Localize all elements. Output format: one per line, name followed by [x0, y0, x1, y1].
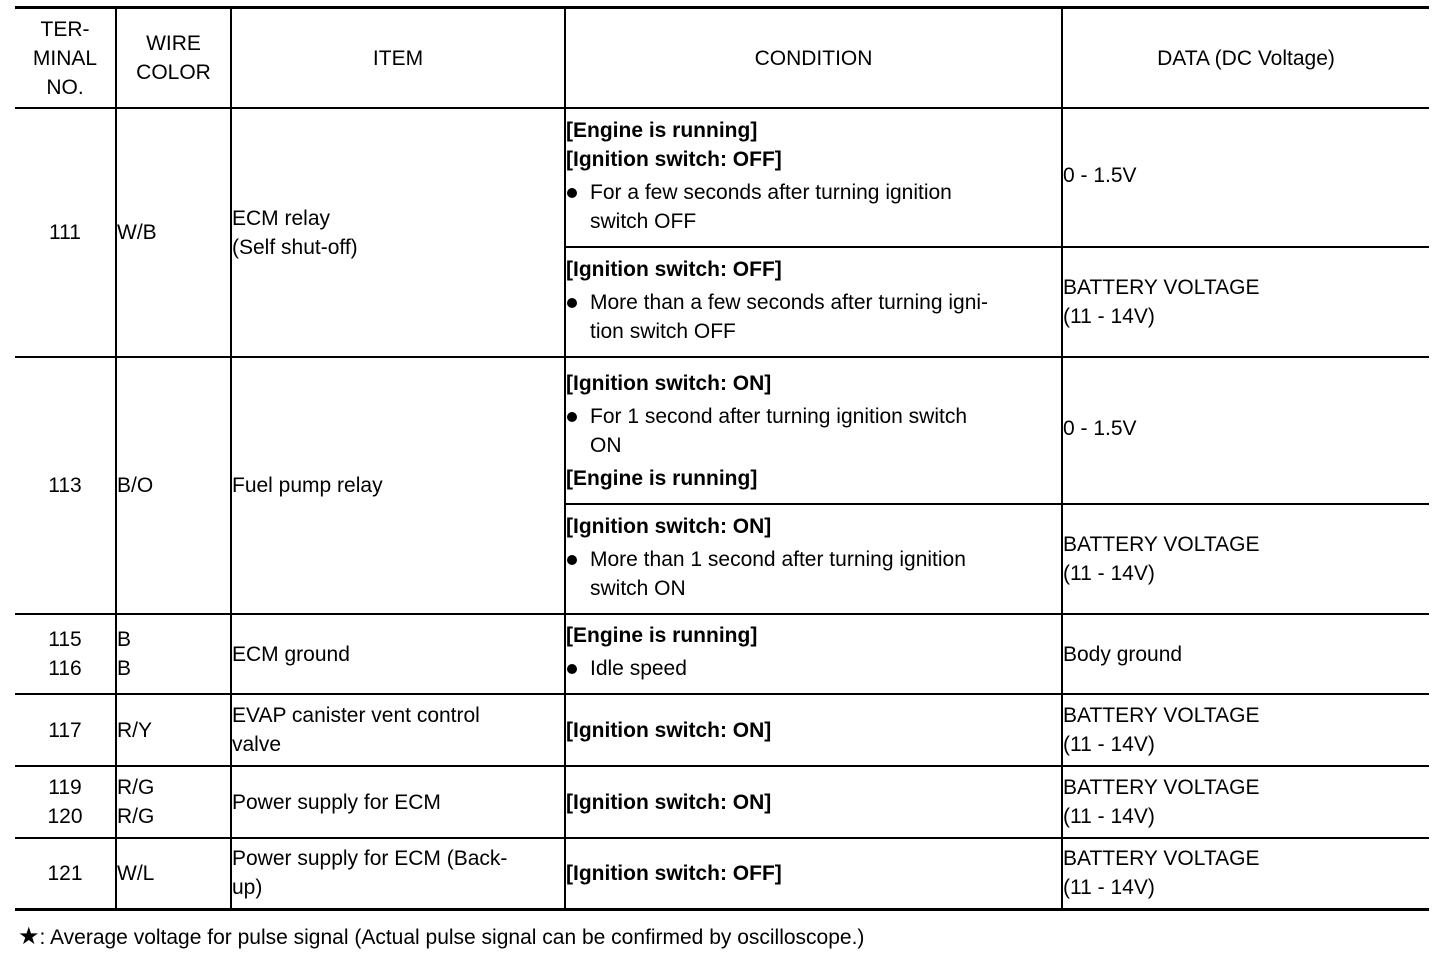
data-cell: 0 - 1.5V	[1062, 108, 1429, 247]
condition-heading: [Ignition switch: ON]	[566, 718, 772, 742]
condition-heading: [Ignition switch: OFF]	[566, 861, 782, 885]
bullet-dot-icon	[567, 298, 577, 308]
condition-cell	[565, 614, 1062, 694]
terminal-number: 113	[15, 357, 116, 614]
condition-cell	[565, 504, 1062, 614]
wire-color: R/Y	[116, 694, 231, 766]
item-cell: EVAP canister vent control valve	[231, 694, 565, 766]
condition-bullet: More than a few seconds after turning igni- tion switch OFF	[566, 288, 1061, 346]
wire-color: B/O	[116, 357, 231, 614]
table-row	[15, 614, 1429, 694]
terminal-number: 117	[15, 694, 116, 766]
header-row	[15, 8, 1429, 109]
item-cell: ECM ground	[231, 614, 565, 694]
data-cell: BATTERY VOLTAGE (11 - 14V)	[1062, 838, 1429, 909]
header-wire-color: WIRE COLOR	[116, 8, 231, 109]
condition-heading: [Ignition switch: ON]	[566, 371, 772, 395]
data-cell: Body ground	[1062, 614, 1429, 694]
wire-color: W/B	[116, 108, 231, 357]
bullet-dot-icon	[567, 555, 577, 565]
item-cell: ECM relay (Self shut-off)	[231, 108, 565, 357]
item-cell: Power supply for ECM (Back- up)	[231, 838, 565, 909]
data-cell: BATTERY VOLTAGE (11 - 14V)	[1062, 504, 1429, 614]
data-cell: BATTERY VOLTAGE (11 - 14V)	[1062, 694, 1429, 766]
header-terminal-no: TER- MINAL NO.	[15, 8, 116, 109]
condition-heading: [Engine is running]	[566, 118, 758, 142]
condition-bullet: More than 1 second after turning ignition switch ON	[566, 545, 1061, 603]
bullet-dot-icon	[567, 664, 577, 674]
data-cell: BATTERY VOLTAGE (11 - 14V)	[1062, 766, 1429, 838]
condition-cell	[565, 838, 1062, 909]
wire-color: R/G R/G	[116, 766, 231, 838]
condition-heading: [Ignition switch: ON]	[566, 790, 772, 814]
condition-cell	[565, 766, 1062, 838]
ecm-terminal-spec-table	[15, 6, 1429, 911]
table-row	[15, 838, 1429, 909]
table-row	[15, 108, 1429, 247]
terminal-number: 111	[15, 108, 116, 357]
bullet-dot-icon	[567, 412, 577, 422]
condition-bullet: For a few seconds after turning ignition switch OFF	[566, 178, 1061, 236]
condition-heading: [Ignition switch: OFF]	[566, 257, 782, 281]
condition-heading: [Engine is running]	[566, 624, 758, 647]
footnote-text: : Average voltage for pulse signal (Actual pulse signal can be confirmed by oscilloscope.)	[39, 926, 865, 949]
table-row	[15, 766, 1429, 838]
terminal-number: 119 120	[15, 766, 116, 838]
wire-color: W/L	[116, 838, 231, 909]
terminal-number: 121	[15, 838, 116, 909]
condition-bullet: For 1 second after turning ignition switch ON	[566, 402, 1061, 460]
condition-heading: [Ignition switch: ON]	[566, 514, 772, 538]
item-cell: Fuel pump relay	[231, 357, 565, 614]
condition-heading: [Ignition switch: OFF]	[566, 147, 782, 171]
condition-cell	[565, 357, 1062, 504]
data-cell: 0 - 1.5V	[1062, 357, 1429, 504]
wire-color: B B	[116, 614, 231, 694]
header-condition: CONDITION	[565, 8, 1062, 109]
condition-bullet: Idle speed	[566, 654, 1061, 683]
star-icon: ★	[18, 923, 40, 950]
terminal-number: 115 116	[15, 614, 116, 694]
header-data: DATA (DC Voltage)	[1062, 8, 1429, 109]
condition-cell	[565, 108, 1062, 247]
footnote	[18, 922, 864, 953]
condition-cell	[565, 694, 1062, 766]
bullet-dot-icon	[567, 188, 577, 198]
header-item: ITEM	[231, 8, 565, 109]
item-cell: Power supply for ECM	[231, 766, 565, 838]
condition-cell	[565, 247, 1062, 357]
condition-heading: [Engine is running]	[566, 466, 758, 490]
table-row	[15, 694, 1429, 766]
table-row	[15, 357, 1429, 504]
data-cell: BATTERY VOLTAGE (11 - 14V)	[1062, 247, 1429, 357]
